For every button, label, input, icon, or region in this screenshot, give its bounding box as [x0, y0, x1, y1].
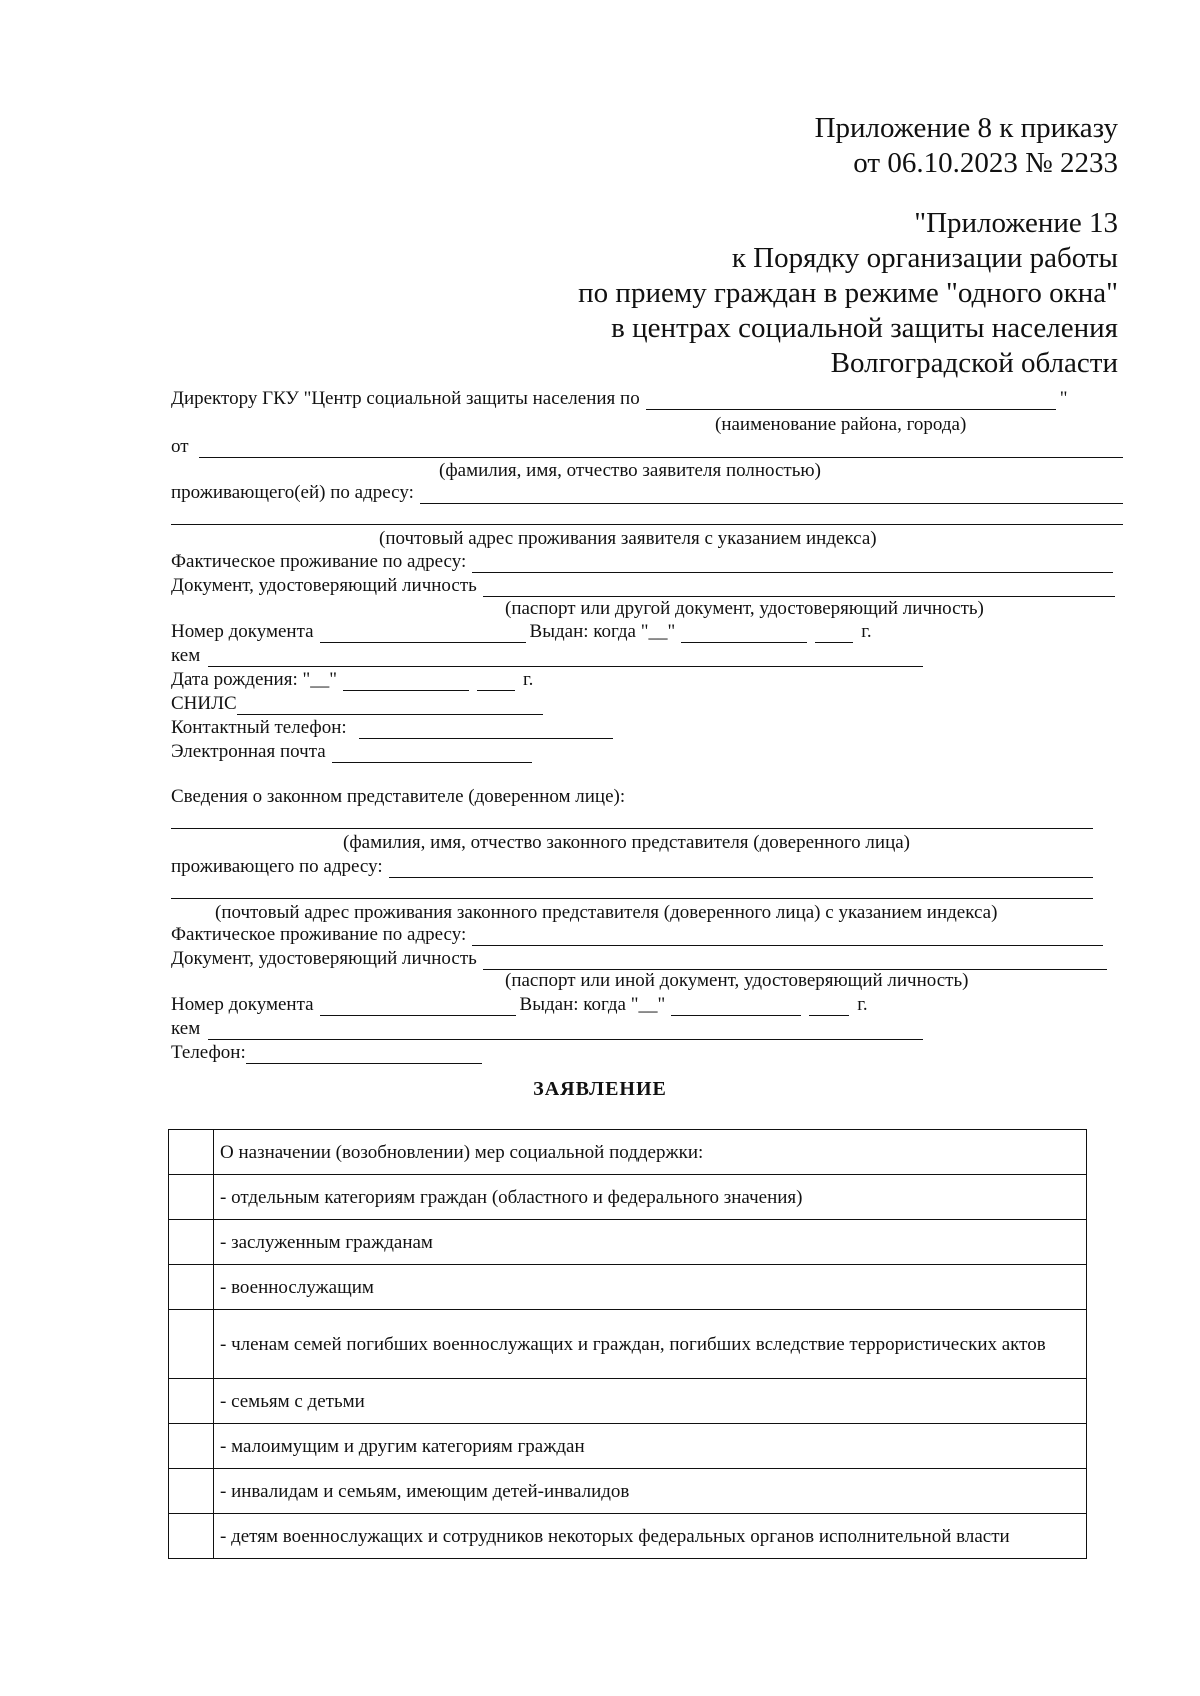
appendix-line-1: Приложение 8 к приказу [814, 112, 1118, 144]
from-row [171, 436, 1123, 458]
rep-issued-label: Выдан: когда "__" [519, 994, 666, 1015]
phone-label: Контактный телефон: [171, 717, 347, 738]
id-doc-row [171, 575, 1115, 597]
year-suffix: г. [861, 621, 872, 642]
id-doc-field[interactable] [483, 578, 1115, 597]
by-whom-label: кем [171, 645, 201, 666]
checkbox-cell[interactable] [169, 1424, 214, 1469]
address-row-2 [171, 506, 1123, 525]
checkbox-cell[interactable] [169, 1220, 214, 1265]
id-doc-label: Документ, удостоверяющий личность [171, 575, 477, 596]
rep-passport-hint: (паспорт или иной документ, удостоверяющий личность) [505, 970, 969, 991]
rep-doc-number-row [171, 994, 868, 1016]
checkbox-cell[interactable] [169, 1265, 214, 1310]
statement-title: ЗАЯВЛЕНИЕ [533, 1078, 667, 1100]
issued-by-field[interactable] [208, 648, 923, 667]
rep-by-whom-row [171, 1018, 923, 1040]
table-row [169, 1310, 1087, 1379]
appendix-line-2: от 06.10.2023 № 2233 [853, 147, 1118, 179]
actual-address-label: Фактическое проживание по адресу: [171, 551, 467, 572]
measure-label: - членам семей погибших военнослужащих и граждан, погибших вследствие террористических актов [214, 1310, 1087, 1379]
table-row [169, 1265, 1087, 1310]
birth-row [171, 669, 533, 691]
quote-line-4: в центрах социальной защиты населения [611, 312, 1118, 344]
district-field[interactable] [646, 391, 1056, 410]
issued-month-field[interactable] [681, 624, 807, 643]
rep-section-label: Сведения о законном представителе (доверенном лице): [171, 786, 626, 807]
table-row [169, 1220, 1087, 1265]
rep-actual-address-row [171, 924, 1103, 946]
checkbox-cell[interactable] [169, 1379, 214, 1424]
birth-year-field[interactable] [477, 672, 515, 691]
rep-section-row [171, 786, 625, 808]
checkbox-cell[interactable] [169, 1310, 214, 1379]
address-row [171, 482, 1123, 504]
rep-actual-address-field[interactable] [472, 927, 1103, 946]
director-tail: " [1059, 388, 1068, 409]
director-label: Директору ГКУ "Центр социальной защиты населения по [171, 388, 640, 409]
measure-label: О назначении (возобновлении) мер социальной поддержки: [214, 1130, 1087, 1175]
phone-field[interactable] [359, 720, 613, 739]
email-row [171, 741, 532, 763]
checkbox-cell[interactable] [169, 1175, 214, 1220]
birth-label: Дата рождения: "__" [171, 669, 337, 690]
quote-line-1: "Приложение 13 [914, 207, 1118, 239]
quote-line-5: Волгоградской области [830, 347, 1118, 379]
measure-label: - инвалидам и семьям, имеющим детей-инвалидов [214, 1469, 1087, 1514]
rep-phone-row [171, 1042, 482, 1064]
address-label: проживающего(ей) по адресу: [171, 482, 414, 503]
director-row [171, 388, 1067, 410]
postal-hint: (почтовый адрес проживания заявителя с указанием индекса) [379, 528, 877, 549]
rep-address-label: проживающего по адресу: [171, 856, 383, 877]
measure-label: - семьям с детьми [214, 1379, 1087, 1424]
checkbox-cell[interactable] [169, 1469, 214, 1514]
rep-phone-field[interactable] [246, 1045, 482, 1064]
table-row [169, 1130, 1087, 1175]
passport-hint: (паспорт или другой документ, удостоверяющий личность) [505, 598, 984, 619]
rep-postal-hint: (почтовый адрес проживания законного представителя (доверенного лица) с указанием индекса) [215, 902, 998, 923]
rep-issued-by-field[interactable] [208, 1021, 923, 1040]
rep-id-doc-field[interactable] [483, 951, 1107, 970]
table-row [169, 1424, 1087, 1469]
snils-field[interactable] [237, 696, 543, 715]
from-label: от [171, 436, 189, 457]
fio-hint: (фамилия, имя, отчество заявителя полностью) [439, 460, 821, 481]
checkbox-cell[interactable] [169, 1514, 214, 1559]
measure-label: - отдельным категориям граждан (областного и федерального значения) [214, 1175, 1087, 1220]
table-row [169, 1379, 1087, 1424]
doc-number-field[interactable] [320, 624, 526, 643]
rep-id-doc-label: Документ, удостоверяющий личность [171, 948, 477, 969]
doc-number-row [171, 621, 872, 643]
email-label: Электронная почта [171, 741, 326, 762]
phone-row [171, 717, 613, 739]
rep-doc-number-label: Номер документа [171, 994, 314, 1015]
rep-year-suffix: г. [857, 994, 868, 1015]
address-field-line-2[interactable] [171, 506, 1123, 525]
rep-fio-hint: (фамилия, имя, отчество законного представителя (доверенного лица) [343, 832, 911, 853]
rep-actual-address-label: Фактическое проживание по адресу: [171, 924, 467, 945]
measure-label: - заслуженным гражданам [214, 1220, 1087, 1265]
rep-by-whom-label: кем [171, 1018, 201, 1039]
snils-label: СНИЛС [171, 693, 237, 714]
issued-label: Выдан: когда "__" [529, 621, 676, 642]
applicant-fio-field[interactable] [199, 439, 1123, 458]
checkbox-cell[interactable] [169, 1130, 214, 1175]
measure-label: - детям военнослужащих и сотрудников некоторых федеральных органов исполнительной власти [214, 1514, 1087, 1559]
rep-phone-label: Телефон: [171, 1042, 246, 1063]
quote-line-3: по приему граждан в режиме "одного окна" [578, 277, 1118, 309]
birth-year-suffix: г. [523, 669, 534, 690]
measure-label: - малоимущим и другим категориям граждан [214, 1424, 1087, 1469]
support-measures-table [168, 1129, 1087, 1559]
rep-address-row-2 [171, 880, 1093, 899]
rep-doc-number-field[interactable] [320, 997, 516, 1016]
actual-address-field[interactable] [472, 554, 1113, 573]
rep-id-doc-row [171, 948, 1107, 970]
measure-label: - военнослужащим [214, 1265, 1087, 1310]
district-hint: (наименование района, города) [715, 414, 967, 435]
table-row [169, 1514, 1087, 1559]
rep-issued-month-field[interactable] [671, 997, 801, 1016]
table-row [169, 1469, 1087, 1514]
rep-address-field-line-2[interactable] [171, 880, 1093, 899]
birth-month-field[interactable] [343, 672, 469, 691]
rep-address-row [171, 856, 1093, 878]
issued-year-field[interactable] [815, 624, 853, 643]
actual-address-row [171, 551, 1113, 573]
table-row [169, 1175, 1087, 1220]
rep-fio-field[interactable] [171, 810, 1093, 829]
by-whom-row [171, 645, 923, 667]
snils-row [171, 693, 543, 715]
rep-fio-row [171, 810, 1093, 829]
email-field[interactable] [332, 744, 532, 763]
address-field[interactable] [420, 485, 1123, 504]
rep-issued-year-field[interactable] [809, 997, 849, 1016]
doc-number-label: Номер документа [171, 621, 314, 642]
rep-address-field[interactable] [389, 859, 1093, 878]
quote-line-2: к Порядку организации работы [731, 242, 1118, 274]
